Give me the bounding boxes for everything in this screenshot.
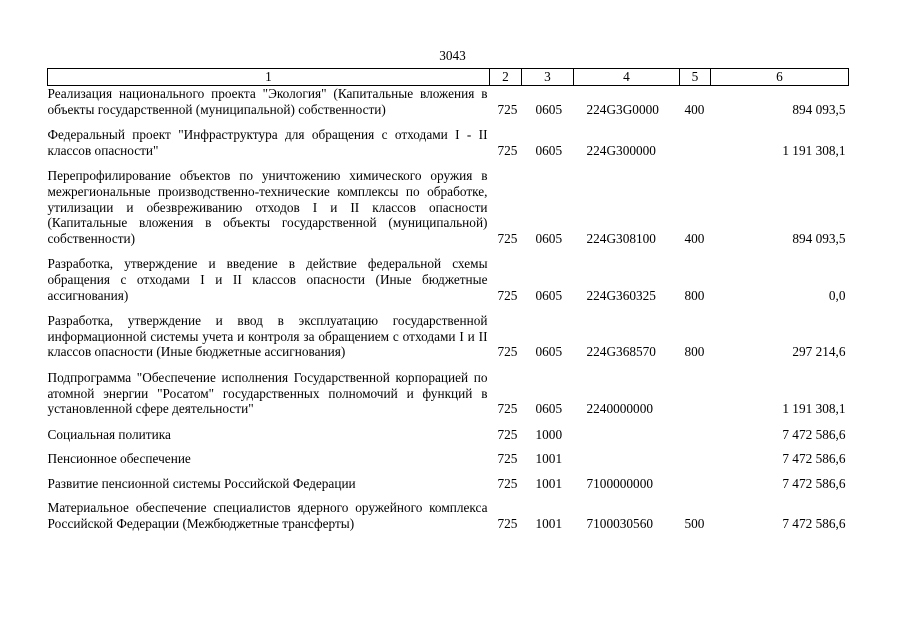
row-rzpr: 1001 bbox=[535, 516, 563, 532]
row-sum: 0,0 bbox=[828, 287, 846, 303]
row-rzpr: 0605 bbox=[535, 142, 563, 158]
row-csr: 224G360325 bbox=[586, 287, 656, 303]
column-header-3: 3 bbox=[522, 69, 574, 86]
row-name: Разработка, утверждение и введение в действие федеральной схемы обращения с отходами I и II классов опасности (Иные бюджетные ассигнования) bbox=[47, 256, 488, 303]
table-row bbox=[48, 451, 849, 476]
row-vr: 500 bbox=[684, 516, 705, 532]
row-sum: 297 214,6 bbox=[792, 344, 846, 360]
row-ved: 725 bbox=[497, 142, 518, 158]
row-vr bbox=[680, 451, 711, 476]
row-sum: 894 093,5 bbox=[792, 101, 846, 117]
row-name: Перепрофилирование объектов по уничтожению химического оружия в межрегиональные производственно-технические комплексы по обработке, утилизации и обезвреживанию отходов I и II классов опасности (Капитальные вложения в объекты государственной (муниципальной) собственности) bbox=[47, 168, 488, 246]
row-sum: 1 191 308,1 bbox=[782, 401, 846, 417]
row-csr: 224G300000 bbox=[586, 142, 656, 158]
row-name: Материальное обеспечение специалистов ядерного оружейного комплекса Российской Федерации (Межбюджетные трансферты) bbox=[47, 500, 488, 532]
row-ved: 725 bbox=[497, 287, 518, 303]
table-row bbox=[48, 370, 849, 427]
column-header-1: 1 bbox=[48, 69, 490, 86]
budget-table bbox=[47, 68, 849, 532]
row-ved: 725 bbox=[497, 475, 518, 491]
row-vr bbox=[680, 370, 711, 427]
row-csr: 224G368570 bbox=[586, 344, 656, 360]
row-rzpr: 0605 bbox=[535, 401, 563, 417]
row-ved: 725 bbox=[497, 401, 518, 417]
row-csr: 7100000000 bbox=[586, 475, 653, 491]
row-sum: 7 472 586,6 bbox=[782, 451, 846, 467]
row-sum: 7 472 586,6 bbox=[782, 475, 846, 491]
table-row bbox=[48, 427, 849, 452]
table-row bbox=[48, 86, 849, 128]
table-row bbox=[48, 500, 849, 531]
row-vr bbox=[680, 476, 711, 501]
row-rzpr: 0605 bbox=[535, 230, 563, 246]
page-number: 3043 bbox=[439, 48, 466, 63]
row-ved: 725 bbox=[497, 230, 518, 246]
row-csr bbox=[574, 451, 680, 476]
row-name: Разработка, утверждение и ввод в эксплуатацию государственной информационной системы учета и контроля за обращением с отходами I и II классов опасности (Иные бюджетные ассигнования) bbox=[47, 313, 488, 360]
column-header-6: 6 bbox=[711, 69, 849, 86]
row-name: Социальная политика bbox=[47, 426, 171, 442]
row-vr: 800 bbox=[684, 344, 705, 360]
row-sum: 7 472 586,6 bbox=[782, 516, 846, 532]
row-rzpr: 1000 bbox=[535, 426, 563, 442]
row-vr bbox=[680, 127, 711, 168]
row-csr: 7100030560 bbox=[586, 516, 653, 532]
row-name: Реализация национального проекта "Экология" (Капитальные вложения в объекты государственной (муниципальной) собственности) bbox=[47, 86, 488, 117]
row-name: Пенсионное обеспечение bbox=[47, 451, 191, 467]
table-row bbox=[48, 168, 849, 256]
row-rzpr: 0605 bbox=[535, 344, 563, 360]
row-rzpr: 0605 bbox=[535, 287, 563, 303]
column-header-2: 2 bbox=[490, 69, 522, 86]
row-name: Развитие пенсионной системы Российской Федерации bbox=[47, 475, 356, 491]
column-numbers-row bbox=[48, 69, 849, 86]
table-row bbox=[48, 127, 849, 168]
row-csr: 224G308100 bbox=[586, 230, 656, 246]
row-ved: 725 bbox=[497, 101, 518, 117]
row-name: Федеральный проект "Инфраструктура для обращения с отходами I - II классов опасности" bbox=[47, 127, 488, 158]
row-ved: 725 bbox=[497, 344, 518, 360]
table-row bbox=[48, 256, 849, 313]
row-rzpr: 0605 bbox=[535, 101, 563, 117]
column-header-4: 4 bbox=[574, 69, 680, 86]
table-row bbox=[48, 313, 849, 370]
row-ved: 725 bbox=[497, 451, 518, 467]
row-vr: 400 bbox=[684, 230, 705, 246]
row-rzpr: 1001 bbox=[535, 475, 563, 491]
row-csr bbox=[574, 427, 680, 452]
row-sum: 894 093,5 bbox=[792, 230, 846, 246]
row-csr: 224G3G0000 bbox=[586, 101, 659, 117]
table-row bbox=[48, 476, 849, 501]
column-header-5: 5 bbox=[680, 69, 711, 86]
row-sum: 7 472 586,6 bbox=[782, 426, 846, 442]
row-rzpr: 1001 bbox=[535, 451, 563, 467]
row-vr: 800 bbox=[684, 287, 705, 303]
row-name: Подпрограмма "Обеспечение исполнения Государственной корпорацией по атомной энергии "Росатом" государственных полномочий и функций в установленной сфере деятельности" bbox=[47, 369, 488, 417]
row-vr bbox=[680, 427, 711, 452]
row-ved: 725 bbox=[497, 516, 518, 532]
row-ved: 725 bbox=[497, 426, 518, 442]
row-csr: 2240000000 bbox=[586, 401, 653, 417]
row-vr: 400 bbox=[684, 101, 705, 117]
row-sum: 1 191 308,1 bbox=[782, 142, 846, 158]
